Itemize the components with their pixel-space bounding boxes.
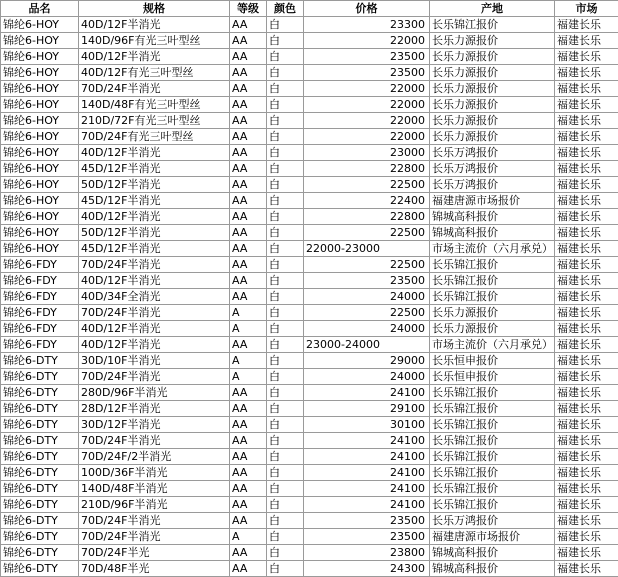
- cell-product: 锦纶6-DTY: [1, 449, 79, 465]
- cell-market: 福建长乐: [555, 497, 618, 513]
- table-row: [1, 433, 618, 449]
- cell-product: 锦纶6-HOY: [1, 97, 79, 113]
- cell-price: 24000: [304, 321, 430, 337]
- cell-product: 锦纶6-DTY: [1, 433, 79, 449]
- cell-product: 锦纶6-HOY: [1, 129, 79, 145]
- cell-spec: 40D/34F全消光: [79, 289, 230, 305]
- table-row: [1, 81, 618, 97]
- table-row: [1, 177, 618, 193]
- cell-product: 锦纶6-HOY: [1, 177, 79, 193]
- cell-price: 24000: [304, 289, 430, 305]
- cell-product: 锦纶6-HOY: [1, 81, 79, 97]
- cell-grade: AA: [230, 289, 267, 305]
- cell-product: 锦纶6-FDY: [1, 289, 79, 305]
- cell-color: 白: [267, 561, 304, 577]
- cell-spec: 70D/24F半消光: [79, 513, 230, 529]
- cell-price: 22000: [304, 97, 430, 113]
- cell-grade: AA: [230, 433, 267, 449]
- cell-spec: 30D/10F半消光: [79, 353, 230, 369]
- cell-market: 福建长乐: [555, 145, 618, 161]
- cell-spec: 70D/24F/2半消光: [79, 449, 230, 465]
- cell-grade: AA: [230, 497, 267, 513]
- cell-spec: 40D/12F半消光: [79, 17, 230, 33]
- cell-origin: 长乐力源报价: [430, 321, 555, 337]
- cell-color: 白: [267, 385, 304, 401]
- cell-origin: 长乐万鸿报价: [430, 161, 555, 177]
- cell-market: 福建长乐: [555, 129, 618, 145]
- cell-price: 23500: [304, 273, 430, 289]
- table-row: [1, 33, 618, 49]
- cell-origin: 长乐力源报价: [430, 49, 555, 65]
- cell-market: 福建长乐: [555, 193, 618, 209]
- cell-grade: AA: [230, 129, 267, 145]
- table-row: [1, 113, 618, 129]
- table-row: [1, 257, 618, 273]
- cell-origin: 锦城高科报价: [430, 545, 555, 561]
- cell-origin: 长乐力源报价: [430, 113, 555, 129]
- cell-market: 福建长乐: [555, 529, 618, 545]
- cell-market: 福建长乐: [555, 337, 618, 353]
- cell-product: 锦纶6-HOY: [1, 161, 79, 177]
- table-row: [1, 417, 618, 433]
- cell-product: 锦纶6-FDY: [1, 273, 79, 289]
- cell-origin: 长乐力源报价: [430, 65, 555, 81]
- cell-price: 22000: [304, 33, 430, 49]
- table-row: [1, 545, 618, 561]
- cell-grade: AA: [230, 513, 267, 529]
- cell-grade: A: [230, 305, 267, 321]
- table-row: [1, 449, 618, 465]
- cell-product: 锦纶6-HOY: [1, 33, 79, 49]
- cell-product: 锦纶6-HOY: [1, 193, 79, 209]
- cell-origin: 锦城高科报价: [430, 225, 555, 241]
- cell-product: 锦纶6-HOY: [1, 241, 79, 257]
- cell-market: 福建长乐: [555, 257, 618, 273]
- table-row: [1, 385, 618, 401]
- cell-product: 锦纶6-HOY: [1, 209, 79, 225]
- table-row: [1, 561, 618, 577]
- cell-spec: 30D/12F半消光: [79, 417, 230, 433]
- cell-color: 白: [267, 481, 304, 497]
- cell-price: 30100: [304, 417, 430, 433]
- cell-grade: AA: [230, 257, 267, 273]
- cell-grade: AA: [230, 33, 267, 49]
- cell-grade: AA: [230, 145, 267, 161]
- cell-price: 22500: [304, 225, 430, 241]
- cell-market: 福建长乐: [555, 561, 618, 577]
- cell-origin: 锦城高科报价: [430, 209, 555, 225]
- cell-color: 白: [267, 529, 304, 545]
- cell-origin: 长乐锦江报价: [430, 401, 555, 417]
- cell-grade: A: [230, 369, 267, 385]
- cell-product: 锦纶6-DTY: [1, 385, 79, 401]
- cell-origin: 锦城高科报价: [430, 561, 555, 577]
- cell-origin: 长乐锦江报价: [430, 257, 555, 273]
- cell-spec: 70D/24F半消光: [79, 433, 230, 449]
- cell-spec: 280D/96F半消光: [79, 385, 230, 401]
- cell-price: 23000: [304, 145, 430, 161]
- cell-market: 福建长乐: [555, 481, 618, 497]
- cell-grade: AA: [230, 65, 267, 81]
- header-color: 颜色: [267, 1, 304, 17]
- header-spec: 规格: [79, 1, 230, 17]
- cell-grade: AA: [230, 449, 267, 465]
- cell-price: 23000-24000: [304, 337, 430, 353]
- cell-origin: 长乐锦江报价: [430, 433, 555, 449]
- cell-origin: 长乐力源报价: [430, 97, 555, 113]
- cell-market: 福建长乐: [555, 81, 618, 97]
- cell-market: 福建长乐: [555, 113, 618, 129]
- cell-price: 22000-23000: [304, 241, 430, 257]
- cell-price: 22000: [304, 81, 430, 97]
- cell-color: 白: [267, 321, 304, 337]
- cell-price: 22800: [304, 209, 430, 225]
- cell-market: 福建长乐: [555, 465, 618, 481]
- header-row: [1, 1, 618, 17]
- cell-spec: 140D/96F有光三叶型丝: [79, 33, 230, 49]
- cell-product: 锦纶6-HOY: [1, 49, 79, 65]
- cell-market: 福建长乐: [555, 161, 618, 177]
- cell-market: 福建长乐: [555, 225, 618, 241]
- cell-grade: AA: [230, 545, 267, 561]
- table-row: [1, 353, 618, 369]
- cell-spec: 50D/12F半消光: [79, 177, 230, 193]
- cell-spec: 40D/12F半消光: [79, 145, 230, 161]
- table-row: [1, 225, 618, 241]
- cell-price: 23500: [304, 529, 430, 545]
- table-row: [1, 273, 618, 289]
- cell-color: 白: [267, 465, 304, 481]
- cell-origin: 长乐万鸿报价: [430, 177, 555, 193]
- cell-market: 福建长乐: [555, 385, 618, 401]
- cell-price: 23500: [304, 49, 430, 65]
- cell-spec: 40D/12F半消光: [79, 337, 230, 353]
- cell-grade: A: [230, 353, 267, 369]
- cell-color: 白: [267, 305, 304, 321]
- cell-product: 锦纶6-DTY: [1, 545, 79, 561]
- cell-price: 24100: [304, 497, 430, 513]
- cell-grade: AA: [230, 241, 267, 257]
- cell-market: 福建长乐: [555, 49, 618, 65]
- cell-origin: 市场主流价（六月承兑）: [430, 241, 555, 257]
- table-row: [1, 145, 618, 161]
- table-row: [1, 241, 618, 257]
- cell-grade: AA: [230, 561, 267, 577]
- cell-price: 24300: [304, 561, 430, 577]
- table-row: [1, 497, 618, 513]
- cell-market: 福建长乐: [555, 289, 618, 305]
- cell-spec: 45D/12F半消光: [79, 161, 230, 177]
- cell-origin: 长乐锦江报价: [430, 481, 555, 497]
- table-row: [1, 65, 618, 81]
- cell-product: 锦纶6-DTY: [1, 513, 79, 529]
- cell-grade: AA: [230, 209, 267, 225]
- cell-market: 福建长乐: [555, 273, 618, 289]
- cell-color: 白: [267, 65, 304, 81]
- table-row: [1, 161, 618, 177]
- cell-product: 锦纶6-FDY: [1, 337, 79, 353]
- cell-spec: 140D/48F有光三叶型丝: [79, 97, 230, 113]
- cell-grade: AA: [230, 417, 267, 433]
- cell-color: 白: [267, 353, 304, 369]
- table-row: [1, 369, 618, 385]
- cell-product: 锦纶6-DTY: [1, 353, 79, 369]
- cell-origin: 市场主流价（六月承兑）: [430, 337, 555, 353]
- cell-spec: 70D/24F有光三叶型丝: [79, 129, 230, 145]
- cell-spec: 70D/24F半消光: [79, 529, 230, 545]
- cell-spec: 50D/12F半消光: [79, 225, 230, 241]
- cell-color: 白: [267, 209, 304, 225]
- cell-color: 白: [267, 97, 304, 113]
- cell-grade: AA: [230, 17, 267, 33]
- cell-color: 白: [267, 369, 304, 385]
- cell-market: 福建长乐: [555, 417, 618, 433]
- table-row: [1, 465, 618, 481]
- cell-market: 福建长乐: [555, 449, 618, 465]
- cell-market: 福建长乐: [555, 97, 618, 113]
- cell-market: 福建长乐: [555, 17, 618, 33]
- cell-product: 锦纶6-DTY: [1, 481, 79, 497]
- cell-color: 白: [267, 129, 304, 145]
- cell-grade: AA: [230, 481, 267, 497]
- cell-origin: 长乐锦江报价: [430, 289, 555, 305]
- header-origin: 产地: [430, 1, 555, 17]
- cell-origin: 长乐锦江报价: [430, 273, 555, 289]
- cell-price: 24100: [304, 385, 430, 401]
- cell-product: 锦纶6-FDY: [1, 321, 79, 337]
- cell-color: 白: [267, 113, 304, 129]
- cell-grade: AA: [230, 97, 267, 113]
- cell-grade: AA: [230, 49, 267, 65]
- table-row: [1, 513, 618, 529]
- cell-product: 锦纶6-DTY: [1, 401, 79, 417]
- cell-product: 锦纶6-DTY: [1, 369, 79, 385]
- cell-color: 白: [267, 193, 304, 209]
- cell-grade: AA: [230, 193, 267, 209]
- cell-spec: 210D/96F半消光: [79, 497, 230, 513]
- cell-origin: 长乐锦江报价: [430, 17, 555, 33]
- cell-product: 锦纶6-DTY: [1, 561, 79, 577]
- cell-product: 锦纶6-HOY: [1, 65, 79, 81]
- cell-grade: AA: [230, 273, 267, 289]
- table-row: [1, 193, 618, 209]
- cell-color: 白: [267, 257, 304, 273]
- cell-spec: 40D/12F半消光: [79, 321, 230, 337]
- cell-spec: 210D/72F有光三叶型丝: [79, 113, 230, 129]
- cell-product: 锦纶6-DTY: [1, 417, 79, 433]
- cell-product: 锦纶6-DTY: [1, 497, 79, 513]
- cell-color: 白: [267, 513, 304, 529]
- cell-grade: AA: [230, 401, 267, 417]
- cell-price: 24100: [304, 465, 430, 481]
- cell-origin: 长乐锦江报价: [430, 417, 555, 433]
- cell-color: 白: [267, 49, 304, 65]
- table-row: [1, 321, 618, 337]
- cell-market: 福建长乐: [555, 433, 618, 449]
- cell-market: 福建长乐: [555, 177, 618, 193]
- cell-color: 白: [267, 433, 304, 449]
- cell-product: 锦纶6-HOY: [1, 17, 79, 33]
- cell-origin: 长乐力源报价: [430, 81, 555, 97]
- cell-color: 白: [267, 289, 304, 305]
- cell-spec: 70D/24F半消光: [79, 369, 230, 385]
- cell-grade: AA: [230, 465, 267, 481]
- cell-spec: 40D/12F半消光: [79, 49, 230, 65]
- cell-color: 白: [267, 161, 304, 177]
- table-row: [1, 481, 618, 497]
- cell-market: 福建长乐: [555, 321, 618, 337]
- cell-color: 白: [267, 241, 304, 257]
- cell-spec: 70D/24F半消光: [79, 257, 230, 273]
- cell-origin: 长乐锦江报价: [430, 465, 555, 481]
- cell-color: 白: [267, 449, 304, 465]
- cell-spec: 70D/48F半光: [79, 561, 230, 577]
- table-row: [1, 49, 618, 65]
- cell-spec: 70D/24F半消光: [79, 305, 230, 321]
- table-row: [1, 401, 618, 417]
- cell-spec: 28D/12F半消光: [79, 401, 230, 417]
- cell-product: 锦纶6-HOY: [1, 225, 79, 241]
- table-row: [1, 209, 618, 225]
- cell-product: 锦纶6-FDY: [1, 257, 79, 273]
- cell-price: 22800: [304, 161, 430, 177]
- cell-spec: 100D/36F半消光: [79, 465, 230, 481]
- cell-price: 24100: [304, 449, 430, 465]
- cell-color: 白: [267, 81, 304, 97]
- cell-grade: AA: [230, 337, 267, 353]
- cell-price: 22500: [304, 257, 430, 273]
- table-row: [1, 337, 618, 353]
- cell-spec: 45D/12F半消光: [79, 193, 230, 209]
- table-row: [1, 17, 618, 33]
- cell-market: 福建长乐: [555, 209, 618, 225]
- cell-price: 23500: [304, 513, 430, 529]
- header-grade: 等级: [230, 1, 267, 17]
- cell-color: 白: [267, 33, 304, 49]
- cell-origin: 长乐力源报价: [430, 33, 555, 49]
- header-market: 市场: [555, 1, 618, 17]
- table-row: [1, 129, 618, 145]
- cell-spec: 40D/12F半消光: [79, 273, 230, 289]
- cell-market: 福建长乐: [555, 369, 618, 385]
- header-price: 价格: [304, 1, 430, 17]
- cell-spec: 70D/24F半消光: [79, 81, 230, 97]
- header-product: 品名: [1, 1, 79, 17]
- cell-price: 24100: [304, 481, 430, 497]
- cell-color: 白: [267, 545, 304, 561]
- cell-color: 白: [267, 177, 304, 193]
- cell-color: 白: [267, 337, 304, 353]
- cell-color: 白: [267, 417, 304, 433]
- table-row: [1, 529, 618, 545]
- cell-market: 福建长乐: [555, 545, 618, 561]
- cell-spec: 70D/24F半光: [79, 545, 230, 561]
- cell-price: 24000: [304, 369, 430, 385]
- cell-product: 锦纶6-DTY: [1, 465, 79, 481]
- cell-price: 22500: [304, 305, 430, 321]
- cell-price: 23800: [304, 545, 430, 561]
- cell-price: 22000: [304, 129, 430, 145]
- cell-color: 白: [267, 17, 304, 33]
- cell-market: 福建长乐: [555, 401, 618, 417]
- table-row: [1, 97, 618, 113]
- cell-spec: 40D/12F半消光: [79, 209, 230, 225]
- cell-market: 福建长乐: [555, 33, 618, 49]
- cell-color: 白: [267, 497, 304, 513]
- cell-price: 23300: [304, 17, 430, 33]
- cell-price: 22500: [304, 177, 430, 193]
- cell-origin: 长乐锦江报价: [430, 385, 555, 401]
- cell-market: 福建长乐: [555, 513, 618, 529]
- cell-origin: 长乐锦江报价: [430, 449, 555, 465]
- cell-grade: AA: [230, 177, 267, 193]
- cell-origin: 长乐力源报价: [430, 305, 555, 321]
- cell-origin: 长乐力源报价: [430, 129, 555, 145]
- cell-grade: AA: [230, 81, 267, 97]
- cell-market: 福建长乐: [555, 241, 618, 257]
- cell-grade: A: [230, 321, 267, 337]
- cell-price: 29100: [304, 401, 430, 417]
- cell-product: 锦纶6-DTY: [1, 529, 79, 545]
- cell-grade: AA: [230, 113, 267, 129]
- cell-spec: 40D/12F有光三叶型丝: [79, 65, 230, 81]
- cell-product: 锦纶6-HOY: [1, 113, 79, 129]
- cell-spec: 45D/12F半消光: [79, 241, 230, 257]
- cell-price: 24100: [304, 433, 430, 449]
- cell-origin: 长乐万鸿报价: [430, 145, 555, 161]
- cell-origin: 福建唐源市场报价: [430, 529, 555, 545]
- cell-color: 白: [267, 225, 304, 241]
- cell-grade: AA: [230, 225, 267, 241]
- cell-origin: 长乐锦江报价: [430, 497, 555, 513]
- cell-price: 22400: [304, 193, 430, 209]
- cell-grade: AA: [230, 161, 267, 177]
- table-row: [1, 305, 618, 321]
- cell-color: 白: [267, 145, 304, 161]
- cell-color: 白: [267, 273, 304, 289]
- table-row: [1, 289, 618, 305]
- cell-product: 锦纶6-FDY: [1, 305, 79, 321]
- cell-grade: AA: [230, 385, 267, 401]
- cell-color: 白: [267, 401, 304, 417]
- cell-price: 22000: [304, 113, 430, 129]
- cell-origin: 长乐恒申报价: [430, 353, 555, 369]
- cell-origin: 长乐恒申报价: [430, 369, 555, 385]
- cell-market: 福建长乐: [555, 305, 618, 321]
- cell-grade: A: [230, 529, 267, 545]
- cell-price: 29000: [304, 353, 430, 369]
- cell-price: 23500: [304, 65, 430, 81]
- cell-product: 锦纶6-HOY: [1, 145, 79, 161]
- cell-origin: 福建唐源市场报价: [430, 193, 555, 209]
- cell-origin: 长乐万鸿报价: [430, 513, 555, 529]
- cell-market: 福建长乐: [555, 353, 618, 369]
- cell-spec: 140D/48F半消光: [79, 481, 230, 497]
- cell-market: 福建长乐: [555, 65, 618, 81]
